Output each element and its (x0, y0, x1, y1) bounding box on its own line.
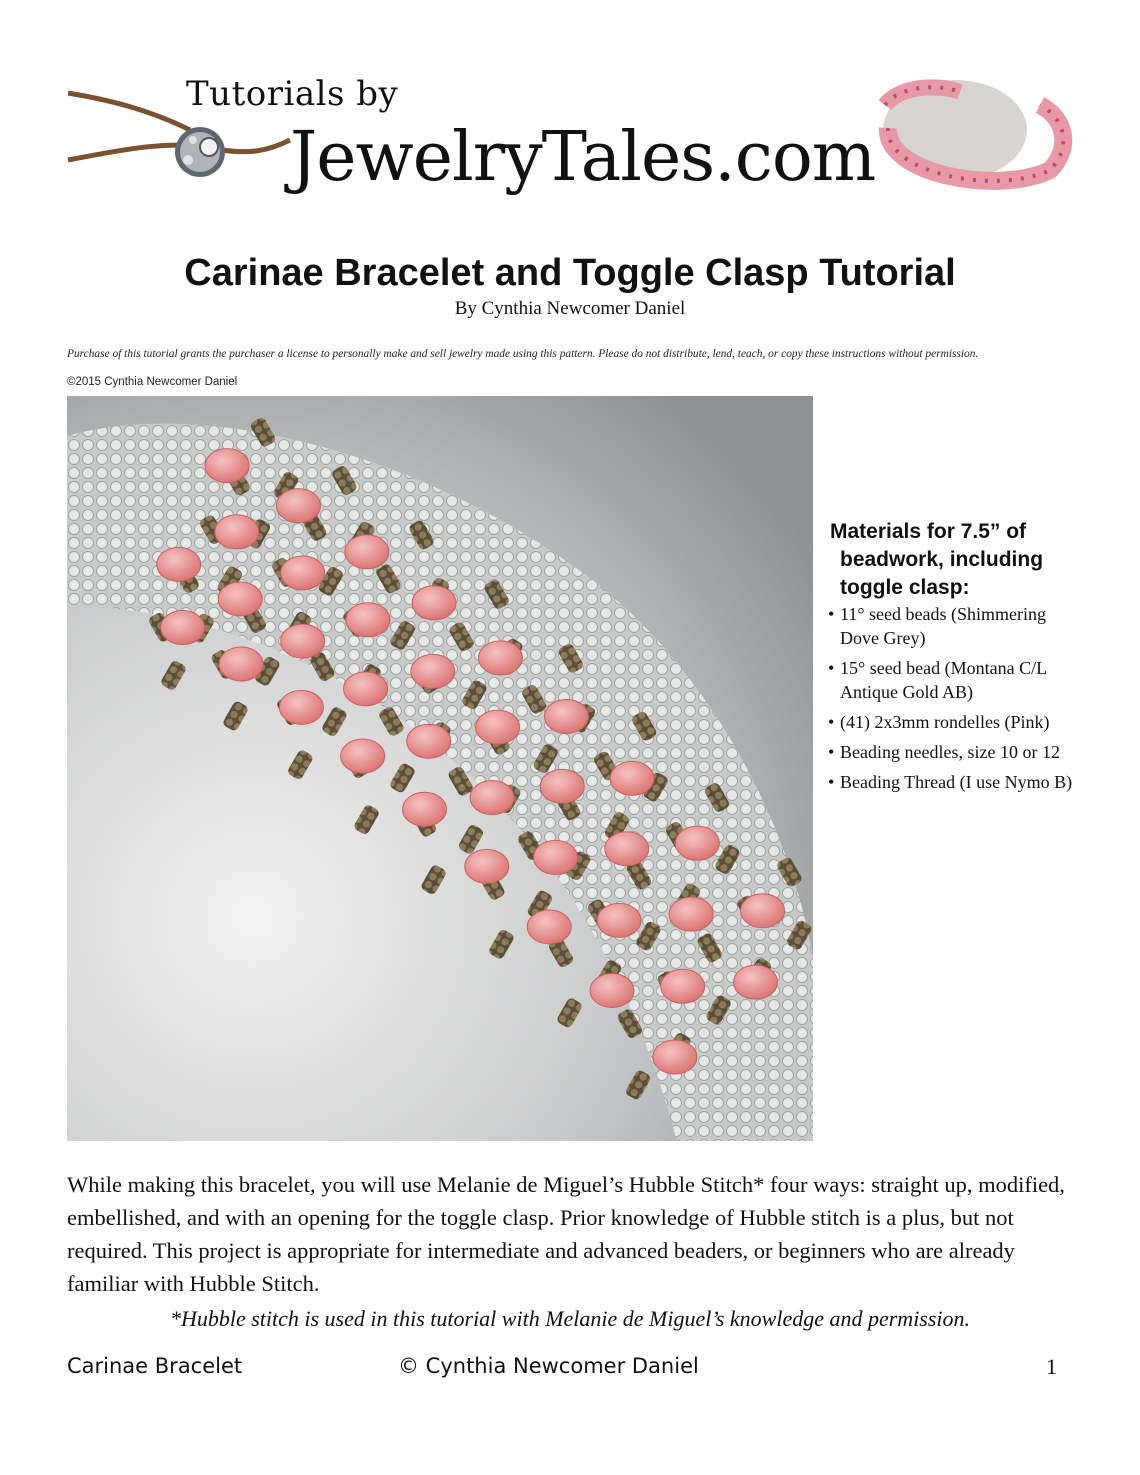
bracelet-header-photo (883, 80, 1063, 181)
beaded-bead-icon (175, 127, 225, 177)
pink-rondelle (669, 897, 713, 931)
materials-item: • 15° seed bead (Montana C/L Antique Gold AB) (828, 656, 1088, 704)
materials-item: • Beading Thread (I use Nymo B) (828, 770, 1088, 794)
page-title: Carinae Bracelet and Toggle Clasp Tutorial (184, 252, 956, 294)
pink-rondelle (534, 840, 578, 874)
pink-rondelle (215, 515, 259, 549)
materials-list (828, 602, 1088, 800)
intro-paragraph: While making this bracelet, you will use Melanie de Miguel’s Hubble Stitch* four ways: straight up, modified, embellished, and with an opening for the toggle clasp. Prior knowledge of Hubble stitch is a plus, but not required. This project is appropriate for intermediate and advanced beaders, or beginners who are already familiar with Hubble Stitch. (67, 1172, 1065, 1296)
pink-rondelle (605, 832, 649, 866)
pink-rondelle (157, 547, 201, 581)
footer-copyright: © Cynthia Newcomer Daniel (398, 1354, 699, 1378)
materials-item: • (41) 2x3mm rondelles (Pink) (828, 710, 1088, 734)
pink-rondelle (465, 849, 509, 883)
pink-rondelle (161, 611, 205, 645)
materials-heading-line: beadwork, including (840, 548, 1044, 571)
pink-rondelle (281, 624, 325, 658)
pink-rondelle (205, 449, 249, 483)
pink-rondelle (653, 1040, 697, 1074)
pink-rondelle (675, 826, 719, 860)
pink-rondelle (345, 535, 389, 569)
copyright-notice: ©2015 Cynthia Newcomer Daniel (67, 376, 238, 388)
page-number: 1 (1046, 1354, 1057, 1379)
pink-rondelle (590, 974, 634, 1008)
author-byline: By Cynthia Newcomer Daniel (454, 298, 686, 319)
pink-rondelle (346, 603, 390, 637)
pink-rondelle (218, 582, 262, 616)
pink-rondelle (344, 672, 388, 706)
pink-rondelle (741, 894, 785, 928)
pink-rondelle (610, 761, 654, 795)
pink-rondelle (478, 641, 522, 675)
pink-rondelle (407, 724, 451, 758)
materials-heading-line: toggle clasp: (840, 576, 970, 599)
pink-rondelle (540, 769, 584, 803)
pink-rondelle (470, 781, 514, 815)
bracelet-photo (67, 396, 813, 1141)
pink-rondelle (544, 699, 588, 733)
brand-tagline: Tutorials by (186, 74, 399, 114)
footer-title: Carinae Bracelet (67, 1354, 243, 1378)
pink-rondelle (279, 690, 323, 724)
materials-heading-line: Materials for 7.5” of (830, 520, 1027, 543)
pink-rondelle (411, 654, 455, 688)
pink-rondelle (597, 903, 641, 937)
brand-logo-text: JewelryTales.com (290, 118, 876, 197)
pink-rondelle (219, 647, 263, 681)
pink-rondelle (412, 586, 456, 620)
pink-rondelle (476, 710, 520, 744)
materials-heading (830, 518, 1120, 602)
pink-rondelle (276, 489, 320, 523)
pink-rondelle (281, 556, 325, 590)
materials-item: • Beading needles, size 10 or 12 (828, 740, 1088, 764)
pink-rondelle (527, 910, 571, 944)
footnote: *Hubble stitch is used in this tutorial with Melanie de Miguel’s knowledge and permission. (169, 1306, 971, 1331)
leather-cord-left (68, 93, 190, 130)
pink-rondelle (341, 739, 385, 773)
pink-rondelle (661, 969, 705, 1003)
pink-rondelle (402, 792, 446, 826)
materials-item: • 11° seed beads (Shimmering Dove Grey) (828, 602, 1088, 650)
pink-rondelle (734, 965, 778, 999)
header-banner (0, 0, 1140, 230)
license-notice: Purchase of this tutorial grants the purchaser a license to personally make and sell jewelry made using this pattern. Please do not distribute, lend, teach, or copy these instructions without permission. (67, 348, 979, 360)
